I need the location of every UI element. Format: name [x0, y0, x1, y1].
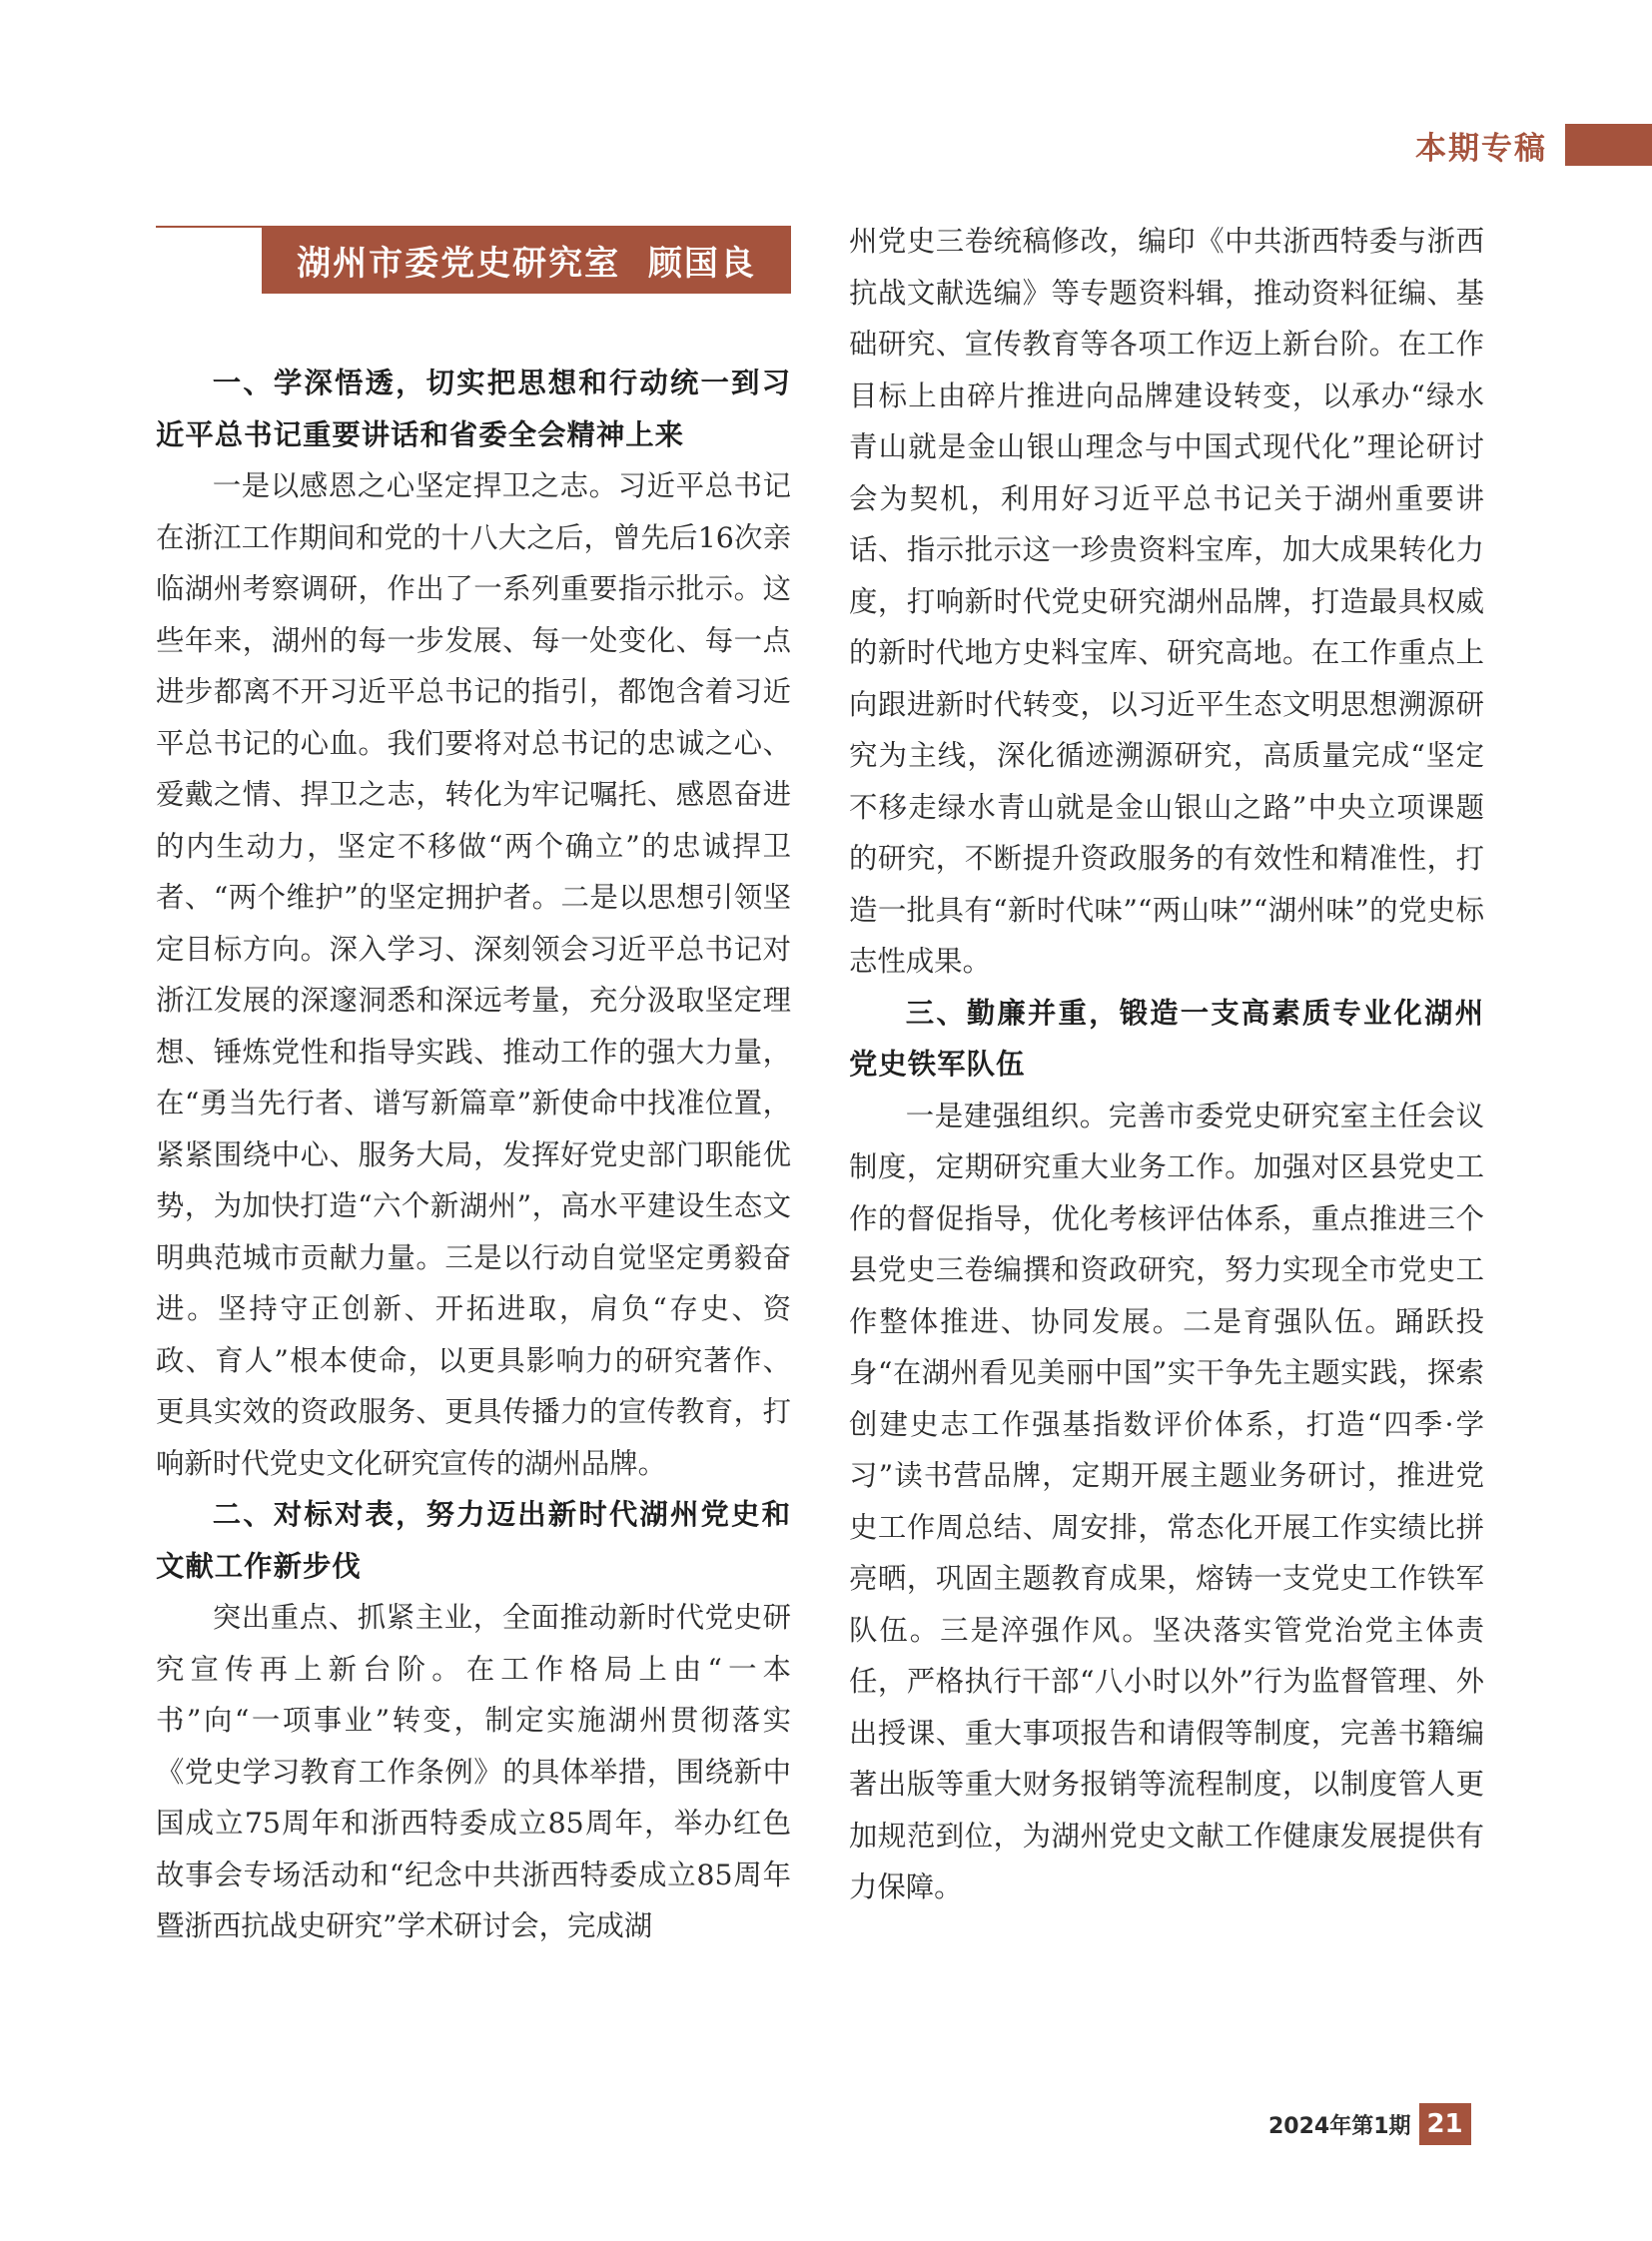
author-banner: 湖州市委党史研究室 顾国良: [262, 226, 791, 294]
paragraph-section-2-continued: 州党史三卷统稿修改，编印《中共浙西特委与浙西抗战文献选编》等专题资料辑，推动资料征编、基础研究、宣传教育等各项工作迈上新台阶。在工作目标上由碎片推进向品牌建设转变，以承办“绿水青山就是金山银山理念与中国式现代化”理论研讨会为契机，利用好习近平总书记关于湖州重要讲话、指示批示这一珍贵资料宝库，加大成果转化力度，打响新时代党史研究湖州品牌，打造最具权威的新时代地方史料宝库、研究高地。在工作重点上向跟进新时代转变，以习近平生态文明思想溯源研究为主线，深化循迹溯源研究，高质量完成“坚定不移走绿水青山就是金山银山之路”中央立项课题的研究，不断提升资政服务的有效性和精准性，打造一批具有“新时代味”“两山味”“湖州味”的党史标志性成果。: [849, 225, 1484, 978]
paragraph-section-3: 一是建强组织。完善市委党史研究室主任会议制度，定期研究重大业务工作。加强对区县党史工作的督促指导，优化考核评估体系，重点推进三个县党史三卷编撰和资政研究，努力实现全市党史工作整体推进、协同发展。二是育强队伍。踊跃投身“在湖州看见美丽中国”实干争先主题实践，探索创建史志工作强基指数评价体系，打造“四季·学习”读书营品牌，定期开展主题业务研讨，推进党史工作周总结、周安排，常态化开展工作实绩比拼亮晒，巩固主题教育成果，熔铸一支党史工作铁军队伍。三是淬强作风。坚决落实管党治党主体责任，严格执行干部“八小时以外”行为监督管理、外出授课、重大事项报告和请假等制度，完善书籍编著出版等重大财务报销等流程制度，以制度管人更加规范到位，为湖州党史文献工作健康发展提供有力保障。: [849, 1099, 1484, 1903]
page-footer: [1268, 2102, 1471, 2146]
page-number: 21: [1419, 2103, 1471, 2145]
section-label: [1415, 124, 1652, 166]
paragraph-section-2-start: 突出重点、抓紧主业，全面推动新时代党史研究宣传再上新台阶。在工作格局上由“一本书”向“一项事业”转变，制定实施湖州贯彻落实《党史学习教育工作条例》的具体举措，围绕新中国成立75周年和浙西特委成立85周年，举办红色故事会专场活动和“纪念中共浙西特委成立85周年暨浙西抗战史研究”学术研讨会，完成湖: [156, 1601, 791, 1942]
section-label-bar: [1565, 124, 1652, 166]
issue-label: 2024年第1期: [1268, 2113, 1411, 2139]
right-column: [849, 216, 1484, 1913]
left-column: [156, 358, 791, 1952]
heading-section-2: 二、对标对表，努力迈出新时代湖州党史和文献工作新步伐: [156, 1497, 791, 1583]
heading-section-3: 三、勤廉并重，锻造一支高素质专业化湖州党史铁军队伍: [849, 995, 1484, 1081]
paragraph-section-1: 一是以感恩之心坚定捍卫之志。习近平总书记在浙江工作期间和党的十八大之后，曾先后16次亲临湖州考察调研，作出了一系列重要指示批示。这些年来，湖州的每一步发展、每一处变化、每一点进步都离不开习近平总书记的指引，都饱含着习近平总书记的心血。我们要将对总书记的忠诚之心、爱戴之情、捍卫之志，转化为牢记嘱托、感恩奋进的内生动力，坚定不移做“两个确立”的忠诚捍卫者、“两个维护”的坚定拥护者。二是以思想引领坚定目标方向。深入学习、深刻领会习近平总书记对浙江发展的深邃洞悉和深远考量，充分汲取坚定理想、锤炼党性和指导实践、推动工作的强大力量，在“勇当先行者、谱写新篇章”新使命中找准位置，紧紧围绕中心、服务大局，发挥好党史部门职能优势，为加快打造“六个新湖州”，高水平建设生态文明典范城市贡献力量。三是以行动自觉坚定勇毅奋进。坚持守正创新、开拓进取，肩负“存史、资政、育人”根本使命，以更具影响力的研究著作、更具实效的资政服务、更具传播力的宣传教育，打响新时代党史文化研究宣传的湖州品牌。: [156, 469, 791, 1480]
section-label-text: 本期专稿: [1415, 130, 1547, 167]
author-rule: [156, 226, 262, 228]
heading-section-1: 一、学深悟透，切实把思想和行动统一到习近平总书记重要讲话和省委全会精神上来: [156, 366, 791, 451]
